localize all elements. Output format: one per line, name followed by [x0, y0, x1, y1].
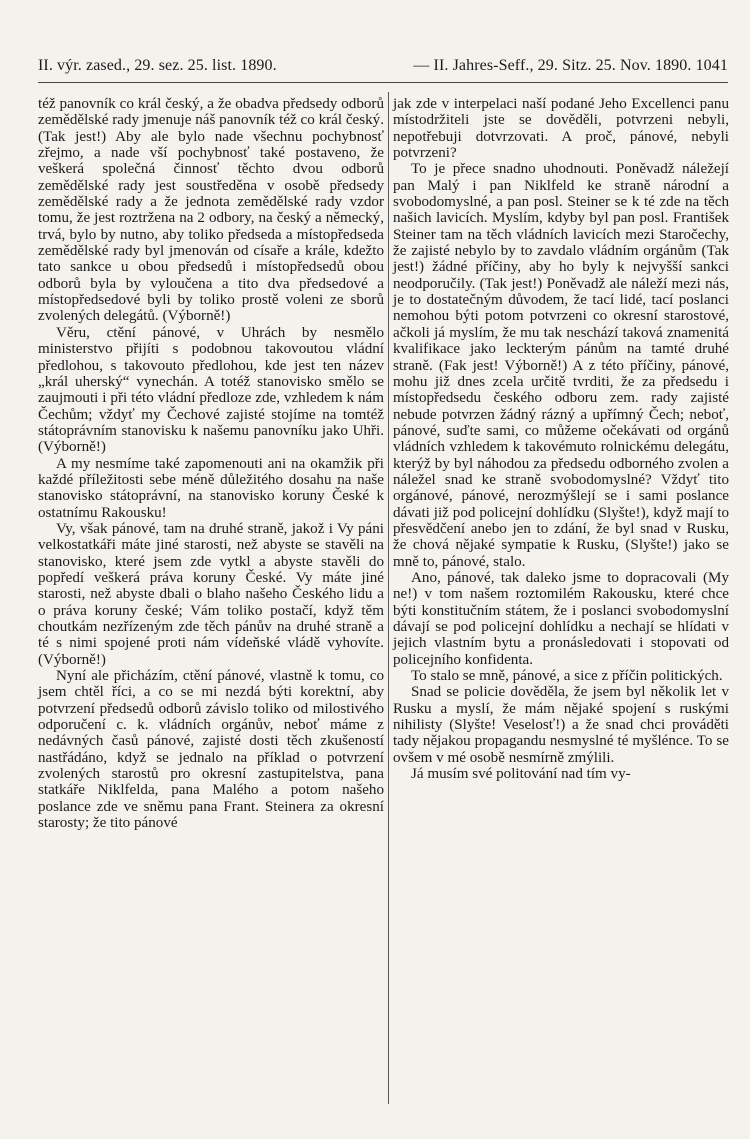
header-rule [38, 82, 728, 83]
paragraph: To je přece snadno uhodnouti. Poněvadž náležejí pan Malý i pan Niklfeld ke straně národní a svobodomyslné, a pan posl. Steiner se k té zde na těch našich lavicích. Myslím, kdyby byl pan posl. František Steiner tam na těch vládních lavicích mezi Staročechy, že zajisté nebylo by to zavdalo vládním orgánům (Tak jest!) žádné příčiny, aby ho byly k nejvyšší sankci neodporučily. (Tak jest!) Poněvadž ale náleží mezi nás, je to dostatečným důvodem, že tací lidé, tací poslanci nemohou býti potom potvrzeni co okresní starostové, ačkoli já myslím, že mu tak neschází taková znamenitá kvalifikace jako leckterým pánům na tamté druhé straně. (Fak jest! Výborně!) A z této příčiny, pánové, mohu již dnes zcela určitě tvrditi, že za předsedu i místopředsedu českého odboru zem. rady zajisté nebude potvrzen žádný rázný a upřímný Čech; neboť, pánové, suďte sami, co můžeme očekávati od orgánů vládních vzhledem k takovémuto rolnickému delegátu, kterýž by byl náhodou za předsedu odborného zvolen a náležel snad ke straně svobodomyslné? Vždyť tito orgánové, pánové, nerozmýšlejí se i sami poslance dávati již pod policejní dohlídku (Slyšte!), když mají to přesvědčení anebo jen to zdání, že byl snad v Rusku, že chová nějaké sympatie k Rusku, (Slyšte!) jako se mně to, pánové, stalo. [393, 161, 729, 570]
left-column [38, 96, 384, 831]
right-column [393, 96, 729, 782]
paragraph: též panovník co král český, a že obadva předsedy odborů zemědělské rady jmenuje náš panovník též co král český. (Tak jest!) Aby ale bylo nade všechnu pochybnosť zřejmo, a nade vší pochybnosť také postaveno, že veškerá společná činnosť těchto dvou odborů zemědělské rady jest soustředěna v osobě předsedy zemědělské rady a že jednota zemědělské rady vzdor tomu, že jest roztržena na 2 odbory, na český a německý, trvá, bylo by nutno, aby toliko předseda a místopředseda zemědělské rady byl jmenován od císaře a krále, kdežto tato sankce u obou předsedů i místopředsedů obou odborů byla by vyloučena a tito dva předsedové a místopředsedové byli by toliko prostě voleni ze sborů zvolených delegátů. (Výborně!) [38, 96, 384, 325]
header-right: — II. Jahres-Seff., 29. Sitz. 25. Nov. 1890. 1041 [413, 57, 728, 74]
paragraph: A my nesmíme také zapomenouti ani na okamžik při každé příležitosti sebe méně důležitého dosahu na naše stanovisko státoprávní, na stanovisko koruny České k ostatnímu Rakousku! [38, 455, 384, 521]
header-left: II. výr. zased., 29. sez. 25. list. 1890. [38, 57, 277, 74]
paragraph: To stalo se mně, pánové, a sice z příčin politických. [411, 668, 723, 685]
paragraph: Já musím své politování nad tím vy- [411, 766, 631, 783]
paragraph: Ano, pánové, tak daleko jsme to dopracovali (My ne!) v tom našem roztomilém Rakousku, které chce býti konstitučním státem, že i poslanci svobodomyslní dávají se pod policejní dohlídku a nechají se hlídati v jejich vlastním bytu a pronásledovati i stopovati od policejního konfidenta. [393, 569, 729, 668]
paragraph: Nyní ale přicházím, ctění pánové, vlastně k tomu, co jsem chtěl říci, a co se mi nezdá býti korektní, aby potvrzení předsedů odborů závislo toliko od milostivého odporučení c. k. vládních orgánův, neboť máme z nedávných časů pánové, zajisté dosti těch zkušeností nastřádáno, když se jednalo na příklad o potvrzení zvolených starostů pro okresní zastupitelstva, pana statkáře Niklfelda, pana Malého a potom našeho poslance zde ve sněmu pana Frant. Steinera za okresní starosty; že tito pánové [38, 668, 384, 832]
column-divider [388, 92, 389, 1104]
paragraph: jak zde v interpelaci naší podané Jeho Excellenci panu místodržiteli jste se dověděli, potvrzeni nebyli, nepotřebuji dotvrzovati. A proč, pánové, nebyli potvrzeni? [393, 96, 729, 162]
paragraph: Věru, ctění pánové, v Uhrách by nesmělo ministerstvo přijíti s podobnou takovoutou vládní předlohou, s takovouto předlohou, kde jest ten název „král uherský“ vynechán. A totéž stanovisko smělo se zaujmouti i při této vládní předloze zde, vzhledem k nám Čechům; vždyť my Čechové zajisté stojíme na tomtéž státoprávním stanovisku k našemu panovníku jako Uhři. (Výborně!) [38, 324, 384, 456]
paragraph: Snad se policie dověděla, že jsem byl několik let v Rusku a myslí, že mám nějaké spojení s ruskými nihilisty (Slyšte! Veselosť!) a že snad chci prováděti tady nějakou propagandu nesmyslné té myšlénce. To se ovšem v mé osobě nesmírně zmýlili. [393, 684, 729, 766]
paragraph: Vy, však pánové, tam na druhé straně, jakož i Vy páni velkostatkáři máte jiné starosti, než abyste se stavěli na stanovisko, které jsem zde vytkl a abyste stavěli do popředí veškerá práva koruny České. Vy máte jiné starosti, než abyste dbali o blaho našeho Českého lidu a o práva koruny české; Vám toliko postačí, když těm choutkám nezřízeným zde těch pánův na druhé straně a té s nimi spojené proti nám vídeňské vládě vyhovíte. (Výborně!) [38, 520, 384, 668]
